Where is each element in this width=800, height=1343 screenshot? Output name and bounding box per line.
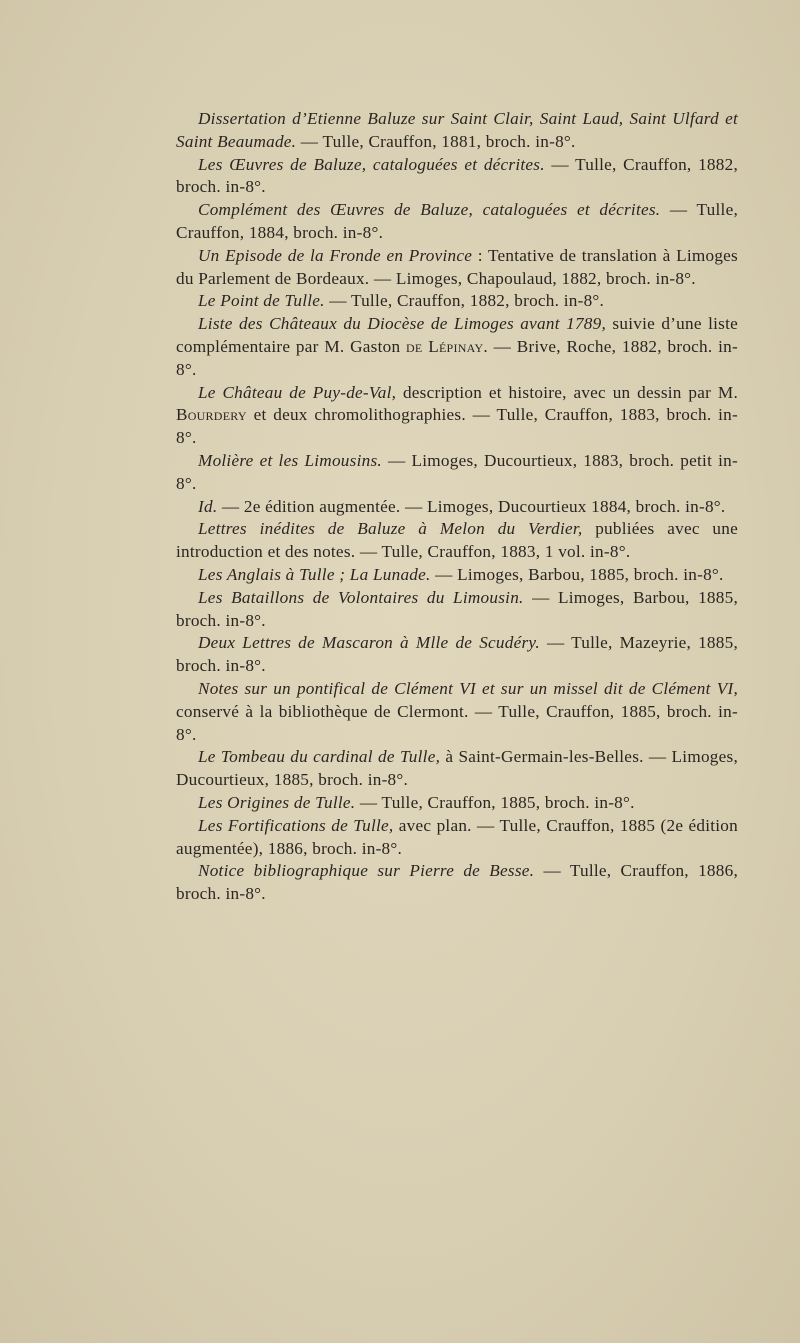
entry-baluze-dissertation bbox=[176, 108, 738, 154]
author-name: de Lépinay bbox=[406, 336, 484, 356]
entry-details: — Tulle, Crauffon, 1882, broch. in-8°. bbox=[176, 154, 738, 197]
entry-fortifications-tulle bbox=[176, 815, 738, 861]
entry-tombeau-cardinal bbox=[176, 746, 738, 792]
entry-details: — Tulle, Mazeyrie, 1885, broch. in-8°. bbox=[176, 633, 739, 676]
entry-details: à Saint-Germain-les-Belles. — Limoges, Ducourtieux, 1885, broch. in-8°. bbox=[176, 747, 738, 790]
entry-title: Dissertation d’Etienne Baluze sur Saint Clair, Saint Laud, Saint Ulfard et Saint Beaumade. bbox=[176, 109, 738, 151]
entry-title: Un Episode de la Fronde en Province bbox=[198, 245, 473, 265]
entry-title: Le Tombeau du cardinal de Tulle, bbox=[198, 747, 441, 767]
entry-title: Le Château de Puy-de-Val, bbox=[198, 382, 397, 402]
entry-notes-pontifical bbox=[176, 678, 738, 746]
entry-complement-oeuvres bbox=[176, 199, 738, 245]
entry-details: : Tentative de translation à Limoges du Parlement de Bordeaux. — Limoges, Chapoulaud, 1882, broch. in-8°. bbox=[176, 245, 738, 288]
entry-details: — Tulle, Crauffon, 1885, broch. in-8°. bbox=[355, 792, 635, 812]
bibliography-list bbox=[176, 108, 738, 906]
entry-bataillons-volontaires bbox=[176, 587, 738, 633]
entry-title: Les Bataillons de Volontaires du Limousin. bbox=[198, 587, 524, 607]
entry-details: — Limoges, Barbou, 1885, broch. in-8°. bbox=[430, 564, 724, 584]
entry-title: Le Point de Tulle. bbox=[198, 291, 325, 311]
entry-details: — Tulle, Crauffon, 1886, broch. in-8°. bbox=[176, 861, 738, 904]
entry-details-end: . — Brive, Roche, 1882, broch. in-8°. bbox=[176, 336, 738, 379]
entry-title: Liste des Châteaux du Diocèse de Limoges avant 1789, bbox=[198, 314, 607, 334]
entry-title: Les Fortifications de Tulle, bbox=[198, 815, 394, 835]
entry-title: Les Œuvres de Baluze, cataloguées et décrites. bbox=[198, 154, 545, 174]
entry-title: Les Origines de Tulle. bbox=[198, 792, 356, 812]
entry-details: publiées avec une introduction et des notes. — Tulle, Crauffon, 1883, 1 vol. in-8°. bbox=[176, 519, 739, 562]
entry-anglais-tulle bbox=[176, 564, 738, 587]
entry-title: Lettres inédites de Baluze à Melon du Verdier, bbox=[198, 519, 583, 539]
entry-details: suivie d’une liste complémentaire par M. Gaston bbox=[176, 314, 738, 356]
entry-lettres-inedites bbox=[176, 518, 738, 564]
entry-notice-besse bbox=[176, 860, 738, 906]
entry-details: — Tulle, Crauffon, 1882, broch. in-8°. bbox=[324, 291, 605, 311]
entry-origines-tulle bbox=[176, 792, 738, 815]
entry-details: — Tulle, Crauffon, 1881, broch. in-8°. bbox=[296, 131, 576, 151]
entry-details: avec plan. — Tulle, Crauffon, 1885 (2e édition augmentée), 1886, broch. in-8°. bbox=[176, 815, 738, 858]
entry-point-de-tulle bbox=[176, 290, 738, 313]
entry-details: — 2e édition augmentée. — Limoges, Ducourtieux 1884, broch. in-8°. bbox=[217, 496, 726, 516]
entry-details-end: et deux chromolithographies. — Tulle, Crauffon, 1883, broch. in-8°. bbox=[176, 405, 738, 448]
entry-details: — Tulle, Crauffon, 1884, broch. in-8°. bbox=[176, 200, 739, 242]
entry-moliere-limousins bbox=[176, 450, 738, 496]
entry-oeuvres-baluze bbox=[176, 154, 738, 200]
entry-details: — Limoges, Barbou, 1885, broch. in-8°. bbox=[176, 587, 738, 630]
entry-details: description et histoire, avec un dessin par M. bbox=[396, 382, 738, 402]
entry-title: Molière et les Limousins. bbox=[198, 450, 382, 470]
entry-title: Deux Lettres de Mascaron à Mlle de Scudéry. bbox=[198, 633, 540, 653]
entry-deux-lettres bbox=[176, 632, 738, 678]
entry-title: Les Anglais à Tulle ; La Lunade. bbox=[198, 564, 431, 584]
entry-title: Id. bbox=[198, 496, 218, 516]
entry-title: Notes sur un pontifical de Clément VI et sur un missel dit de Clément VI, bbox=[198, 678, 738, 698]
entry-title: Complément des Œuvres de Baluze, cataloguées et décrites. bbox=[198, 200, 661, 220]
entry-title: Notice bibliographique sur Pierre de Besse. bbox=[198, 861, 535, 881]
entry-details: — Limoges, Ducourtieux, 1883, broch. petit in-8°. bbox=[176, 450, 738, 493]
author-name: Bourdery bbox=[176, 405, 247, 425]
entry-chateau-puy-de-val bbox=[176, 382, 738, 450]
entry-details: conservé à la bibliothèque de Clermont. — Tulle, Crauffon, 1885, broch. in-8°. bbox=[176, 701, 738, 744]
entry-episode-fronde bbox=[176, 245, 738, 291]
entry-id-second-edition bbox=[176, 496, 738, 519]
entry-liste-chateaux bbox=[176, 313, 738, 381]
